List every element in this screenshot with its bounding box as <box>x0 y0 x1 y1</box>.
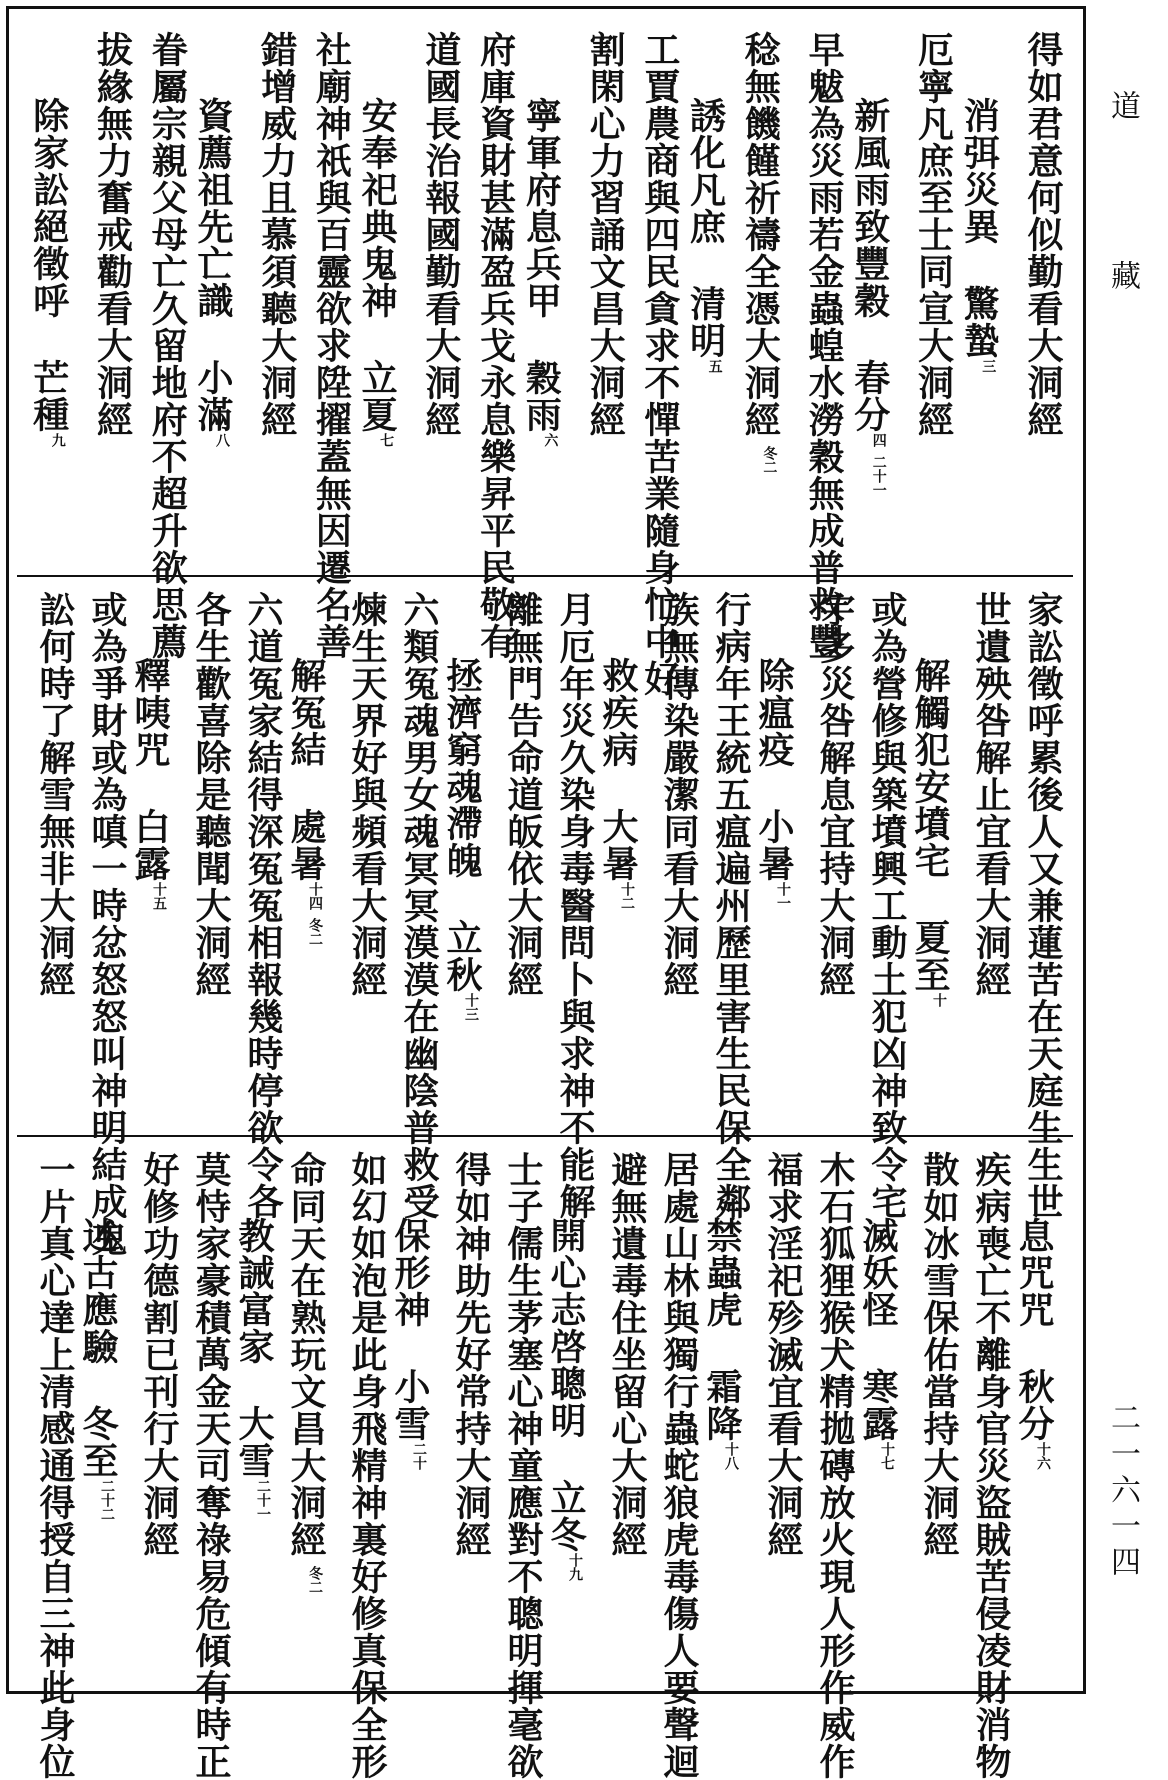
column-text: 誘化凡庶 <box>684 97 727 245</box>
text-column <box>345 591 389 998</box>
text-column <box>969 591 1013 998</box>
text-column <box>545 1217 597 1581</box>
text-column <box>553 591 597 1220</box>
text-column <box>605 1151 649 1558</box>
text-column <box>912 31 956 438</box>
text-column <box>848 97 901 497</box>
text-column <box>501 1151 545 1780</box>
section-number: 八 <box>213 433 230 447</box>
text-panel-1 <box>17 17 1073 697</box>
column-text: 寧軍府息兵甲 <box>520 97 563 319</box>
column-text: 莫恃家豪積萬金天司奪祿易危傾有時正 <box>190 1151 232 1780</box>
text-column <box>583 31 627 438</box>
marginal-note: 二十一 <box>870 455 887 497</box>
solar-term-label: 霜降 <box>701 1368 743 1442</box>
text-column <box>241 591 285 1220</box>
text-column <box>1013 1217 1065 1470</box>
column-text: 月厄年災久染身毒醫問卜與求神不能解 <box>554 591 596 1220</box>
text-column <box>857 1217 909 1470</box>
text-column <box>449 1151 493 1558</box>
text-column <box>191 97 244 447</box>
text-column <box>129 657 181 910</box>
solar-term-label: 芒種 <box>27 359 70 433</box>
section-number: 十九 <box>567 1553 583 1581</box>
section-number: 二十 <box>411 1442 427 1470</box>
column-text: 命同天在熟玩文昌大洞經 <box>285 1151 327 1558</box>
column-text: 述古應驗 <box>77 1217 119 1365</box>
solar-term-label: 夏至 <box>909 919 951 993</box>
section-number: 六 <box>542 433 559 447</box>
text-column <box>969 1151 1013 1780</box>
text-column <box>684 97 737 373</box>
column-text: 教誡富家 <box>233 1217 275 1365</box>
column-text: 得如神助先好常持大洞經 <box>450 1151 492 1558</box>
solar-term-label: 小雪 <box>389 1368 431 1442</box>
text-column <box>597 657 649 910</box>
text-column <box>285 657 337 946</box>
column-text: 眷屬宗親父母亡久留地府不超升欲思薦 <box>146 31 189 660</box>
column-text: 訟何時了解雪無非大洞經 <box>34 591 76 998</box>
text-column <box>474 31 518 660</box>
section-number: 十八 <box>723 1442 739 1470</box>
column-text: 除家訟絕徵呼 <box>27 97 70 319</box>
section-number: 十四 <box>307 882 323 910</box>
solar-term-label: 小滿 <box>191 359 234 433</box>
column-text: 各生歡喜除是聽聞大洞經 <box>190 591 232 998</box>
column-text: 息咒咒 <box>1013 1217 1055 1328</box>
column-text: 或為營修與築墳興工動土犯凶神致令宅 <box>866 591 908 1220</box>
column-text: 資薦祖先亡識 <box>191 97 234 319</box>
solar-term-label: 大暑 <box>597 808 639 882</box>
section-number: 十三 <box>463 993 479 1021</box>
solar-term-label: 冬至 <box>77 1405 119 1479</box>
marginal-note: 冬二 <box>761 446 778 474</box>
section-number: 十五 <box>151 882 167 910</box>
column-text: 新風雨致豐穀 <box>848 97 891 319</box>
column-text: 散如冰雪保佑當持大洞經 <box>918 1151 960 1558</box>
text-panel-2 <box>17 577 1073 1257</box>
text-column <box>813 591 857 998</box>
column-text: 工賈農商與四民貪求不憚苦業隨身忙中好 <box>638 31 681 697</box>
column-text: 族無傳染嚴潔同看大洞經 <box>658 591 700 998</box>
text-column <box>865 591 909 1220</box>
section-number: 七 <box>378 433 395 447</box>
column-text: 道國長治報國勤看大洞經 <box>419 31 462 438</box>
text-column <box>520 97 572 447</box>
section-number: 四 <box>870 433 887 447</box>
text-column <box>309 31 353 660</box>
section-number: 十 <box>931 993 947 1007</box>
text-column <box>909 657 961 1007</box>
column-text: 得如君意何似勤看大洞經 <box>1022 31 1064 438</box>
section-number: 十二 <box>619 882 635 910</box>
column-text: 除瘟疫 <box>753 657 795 768</box>
column-text: 或為爭財或為嗔一時忿怒怒叫神明結成鬼 <box>86 591 128 1257</box>
column-text: 割閑心力習誦文昌大洞經 <box>584 31 627 438</box>
text-column <box>145 31 189 660</box>
text-column <box>802 31 846 660</box>
column-text: 開心志啓聰明 <box>545 1217 587 1439</box>
text-column <box>917 1151 961 1558</box>
column-text: 六類冤魂男女魂冥冥漠漠在幽陰普救受 <box>398 591 440 1220</box>
text-column <box>813 1151 857 1780</box>
solar-term-label: 立秋 <box>441 919 483 993</box>
text-column <box>501 591 545 998</box>
column-text: 避無遺毒住坐留心大洞經 <box>606 1151 648 1558</box>
text-column <box>389 1217 441 1470</box>
column-text: 禁蟲虎 <box>701 1217 743 1328</box>
page-number: 二一六一四 <box>1105 1402 1140 1582</box>
text-column <box>189 1151 233 1780</box>
text-column <box>739 31 791 474</box>
column-text: 一片真心達上清感通得授自三神此身位 <box>34 1151 76 1780</box>
column-text: 拔緣無力奮戒勸看大洞經 <box>91 31 134 438</box>
text-column <box>255 31 299 438</box>
text-column <box>233 1217 285 1521</box>
column-text: 滅妖怪 <box>857 1217 899 1328</box>
text-column <box>753 657 805 910</box>
text-column <box>419 31 463 438</box>
column-text: 木石狐狸猴犬精拋磚放火現人形作威作 <box>814 1151 856 1780</box>
column-text: 消弭災異 <box>958 97 1001 245</box>
text-column <box>958 97 1010 373</box>
column-text: 居處山林與獨行蟲蛇狼虎毒傷人要聲迴 <box>658 1151 700 1780</box>
column-text: 行病年王統五瘟遍州歷里害生民保全鄰 <box>710 591 752 1220</box>
section-number: 九 <box>49 433 66 447</box>
text-column <box>1021 591 1065 1220</box>
text-column <box>33 591 77 998</box>
solar-term-label: 清明 <box>684 285 727 359</box>
section-number: 二十一 <box>255 1479 271 1521</box>
section-number: 二十二 <box>99 1479 115 1521</box>
section-number: 十七 <box>879 1442 895 1470</box>
solar-term-label: 大雪 <box>233 1405 275 1479</box>
column-text: 疾病喪亡不離身官災盜賊苦侵凌財消物 <box>970 1151 1012 1780</box>
section-number: 五 <box>706 359 723 373</box>
text-column <box>701 1217 753 1470</box>
column-text: 世遺殃咎解止宜看大洞經 <box>970 591 1012 998</box>
solar-term-label: 立夏 <box>356 359 399 433</box>
marginal-note: 冬二 <box>307 918 323 946</box>
column-text: 如幻如泡是此身飛精神裏好修真保全形 <box>346 1151 388 1780</box>
column-text: 救疾病 <box>597 657 639 768</box>
text-column <box>709 591 753 1220</box>
margin-title: 道藏 <box>1105 90 1140 430</box>
text-column <box>657 1151 701 1780</box>
section-number: 三 <box>980 359 997 373</box>
column-text: 宇多災咎解息宜持大洞經 <box>814 591 856 998</box>
text-column <box>345 1151 389 1780</box>
text-column <box>441 657 493 1021</box>
column-text: 保形神 <box>389 1217 431 1328</box>
column-text: 解觸犯安墳宅 <box>909 657 951 879</box>
text-column <box>90 31 134 438</box>
text-column <box>33 1151 77 1780</box>
column-text: 拯濟窮魂滯魄 <box>441 657 483 879</box>
text-column <box>189 591 233 998</box>
solar-term-label: 驚蟄 <box>958 285 1001 359</box>
column-text: 安奉祀典鬼神 <box>356 97 399 319</box>
solar-term-label: 立冬 <box>545 1479 587 1553</box>
column-text: 煉生天界好與頻看大洞經 <box>346 591 388 998</box>
column-text: 錯增威力且慕須聽大洞經 <box>255 31 298 438</box>
column-text: 釋咦咒 <box>129 657 171 768</box>
column-text: 士子儒生茅塞心神童應對不聰明揮毫欲 <box>502 1151 544 1780</box>
section-number: 十六 <box>1035 1442 1051 1470</box>
text-column <box>761 1151 805 1558</box>
page-frame <box>6 6 1086 1780</box>
solar-term-label: 春分 <box>848 359 891 433</box>
solar-term-label: 小暑 <box>753 808 795 882</box>
text-column <box>285 1151 337 1594</box>
column-text: 離無門告命道皈依大洞經 <box>502 591 544 998</box>
text-column <box>27 97 80 447</box>
column-text: 早魃為災雨若金蟲蝗水澇穀無成普救豐 <box>803 31 846 660</box>
column-text: 六道冤家結得深冤冤相報幾時停欲令各 <box>242 591 284 1220</box>
column-text: 稔無饑饉祈禱全憑大洞經 <box>739 31 782 438</box>
marginal-note: 冬二 <box>307 1566 323 1594</box>
solar-term-label: 處暑 <box>285 808 327 882</box>
column-text: 厄寧凡庶至士同宣大洞經 <box>912 31 955 438</box>
text-column <box>356 97 408 447</box>
column-text: 解冤結 <box>285 657 327 768</box>
text-column <box>657 591 701 998</box>
solar-term-label: 秋分 <box>1013 1368 1055 1442</box>
column-text: 家訟徵呼累後人又兼蓮苦在天庭生生世 <box>1022 591 1064 1220</box>
column-text: 社廟神祇與百靈欲求陞擢蓋無因遷名善 <box>310 31 353 660</box>
solar-term-label: 穀雨 <box>520 359 563 433</box>
text-column <box>77 1217 129 1521</box>
column-text: 府庫資財甚滿盈兵戈永息樂昇平民敬有 <box>474 31 517 660</box>
text-column <box>397 591 441 1220</box>
text-column <box>137 1151 181 1558</box>
solar-term-label: 寒露 <box>857 1368 899 1442</box>
solar-term-label: 白露 <box>129 808 171 882</box>
section-number: 十一 <box>775 882 791 910</box>
column-text: 好修功德割已刊行大洞經 <box>138 1151 180 1558</box>
column-text: 福求淫祀殄滅宜看大洞經 <box>762 1151 804 1558</box>
text-panel-3 <box>17 1137 1073 1780</box>
text-column <box>1021 31 1065 438</box>
